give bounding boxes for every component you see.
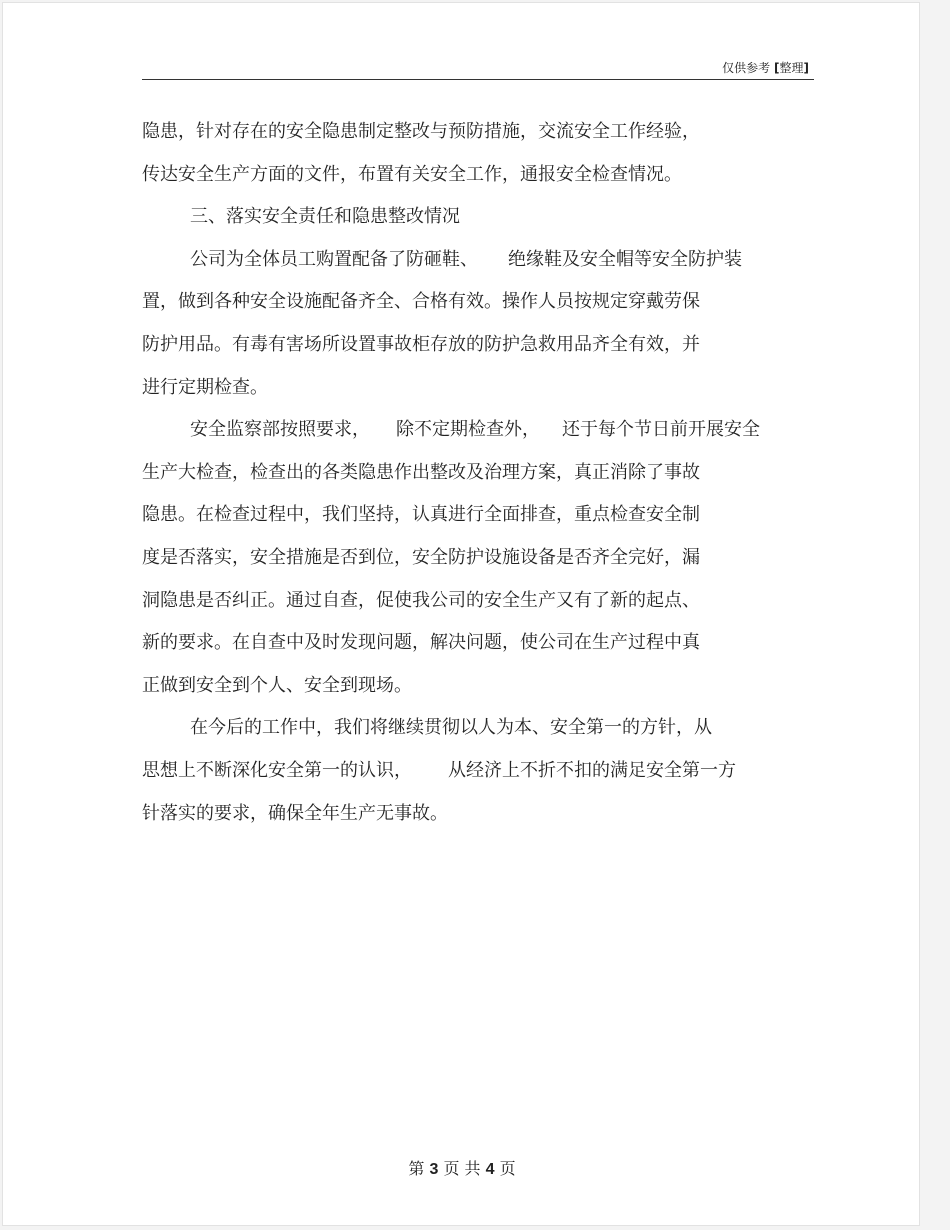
document-page [2,2,920,1226]
body-line: 正做到安全到个人、安全到现场。 [142,674,412,696]
header-divider [142,79,814,80]
header-bracket-open: [ [774,61,780,75]
header-note-text: 仅供参考 [722,61,771,75]
page-footer [3,1156,921,1179]
body-line: 度是否落实，安全措施是否到位，安全防护设施设备是否齐全完好，漏 [142,546,700,568]
header-note-tag: 整理 [779,61,804,75]
body-line: 隐患，针对存在的安全隐患制定整改与预防措施，交流安全工作经验， [142,121,700,142]
body-line [142,239,814,282]
document-body [142,111,814,835]
footer-prefix: 第 [408,1159,425,1178]
body-line: 防护用品。有毒有害场所设置事故柜存放的防护急救用品齐全有效，并 [142,333,700,355]
header-bracket-close: ] [803,61,809,75]
footer-total-pages: 4 [485,1161,495,1178]
body-line: 生产大检查，检查出的各类隐患作出整改及治理方案，真正消除了事故 [142,461,700,483]
body-line [142,409,814,452]
footer-current-page: 3 [429,1161,439,1178]
body-line: 新的要求。在自查中及时发现问题，解决问题，使公司在生产过程中真 [142,632,700,654]
body-line [142,750,814,793]
body-line: 置，做到各种安全设施配备齐全、合格有效。操作人员按规定穿戴劳保 [142,291,700,313]
body-line-part: 安全监察部按照要求， [190,419,370,441]
footer-suffix: 页 [499,1159,516,1178]
body-line-part: 还于每个节日前开展安全 [562,419,760,441]
body-line-part: 公司为全体员工购置配备了防砸鞋、 [190,248,478,270]
body-line-part: 思想上不断深化安全第一的认识， [142,759,412,781]
body-line-part: 从经济上不折不扣的满足安全第一方 [448,759,736,781]
section-heading: 三、落实安全责任和隐患整改情况 [190,206,460,228]
footer-middle: 页 共 [443,1159,481,1178]
header-note [722,59,809,76]
body-line: 隐患。在检查过程中，我们坚持，认真进行全面排查，重点检查安全制 [142,504,700,526]
body-line-part: 绝缘鞋及安全帽等安全防护装 [508,248,742,270]
body-line: 针落实的要求，确保全年生产无事故。 [142,802,448,824]
body-line-part: 除不定期检查外， [396,419,540,441]
body-line: 在今后的工作中，我们将继续贯彻以人为本、安全第一的方针，从 [190,717,712,739]
body-line: 洞隐患是否纠正。通过自查，促使我公司的安全生产又有了新的起点、 [142,589,700,611]
body-line: 进行定期检查。 [142,376,268,398]
body-line: 传达安全生产方面的文件，布置有关安全工作，通报安全检查情况。 [142,163,682,185]
